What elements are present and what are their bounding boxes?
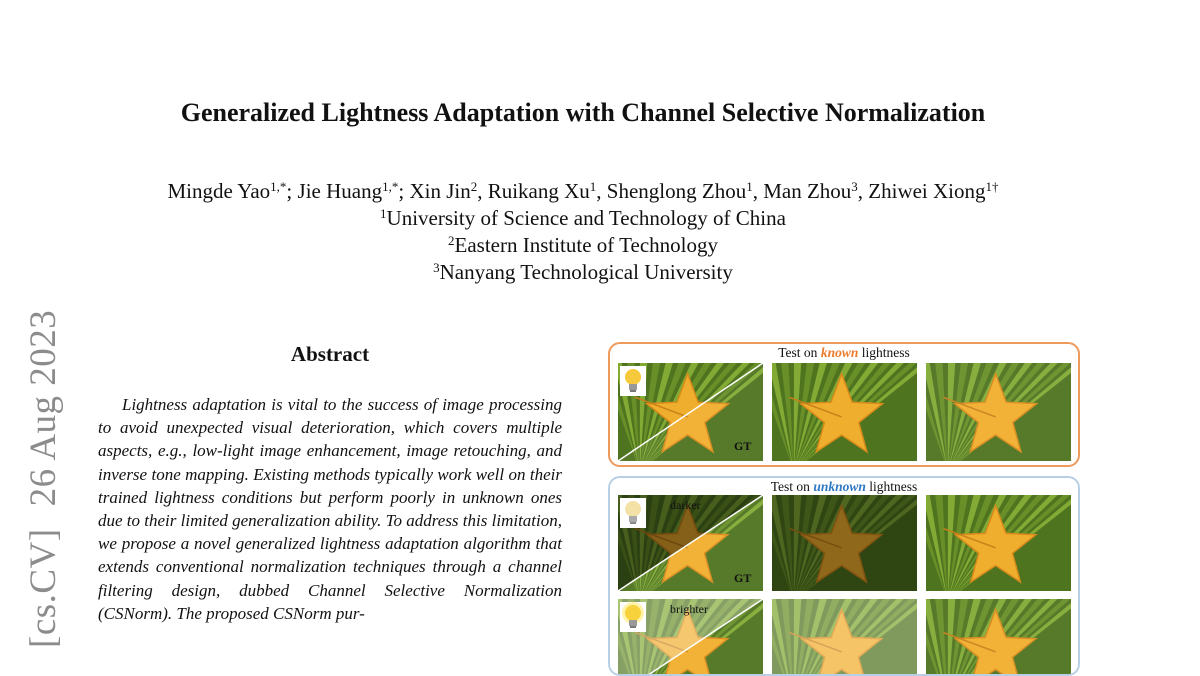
- author-affiliation-mark: 1: [589, 179, 597, 194]
- author-affiliation-mark: 2: [470, 179, 478, 194]
- abstract-text: Lightness adaptation is vital to the success of image processing to avoid unexpected visual deterioration, which covers multiple aspects, e.g., low-light image enhancement, image retouching, and inverse tone mapping. Existing methods typically work well on their trained lightness conditions but perform poorly in unknown ones due to their limited generalization ability. To address this limitation, we propose a novel generalized lightness adaptation algorithm that extends conventional normalization techniques through a channel filtering design, dubbed Channel Selective Normalization (CSNorm). The proposed CSNorm pur-: [98, 395, 562, 623]
- caption-keyword-unknown: unknown: [813, 479, 866, 494]
- author-name: Xin Jin: [409, 179, 471, 203]
- arxiv-stamp: [22, 310, 65, 648]
- author-block: [0, 178, 1166, 286]
- author-line: Mingde Yao$^{1,*}$; Jie Huang$^{1,*}$; Xin Jin$^2$, Ruikang Xu$^1$, Shenglong Zhou$^1$, Man Zhou$^3$, Zhiwei Xiong$^{1\dagger}$: [167, 179, 999, 203]
- photo-baseline-darker: [772, 495, 917, 591]
- affiliation: $^3$Nanyang Technological University: [433, 260, 733, 284]
- photo-baseline-known: [772, 363, 917, 461]
- arxiv-date: 26 Aug 2023: [23, 309, 64, 507]
- author-affiliation-mark: 1,*: [270, 179, 287, 194]
- abstract-heading: Abstract: [290, 342, 370, 366]
- lightbulb-icon: [620, 366, 646, 396]
- arxiv-category: [cs.CV]: [23, 528, 64, 648]
- lightbulb-bright-icon: [620, 602, 646, 632]
- author-name: Mingde Yao: [167, 179, 271, 203]
- author-affiliation-mark: 3: [851, 179, 858, 194]
- photo-ours-brighter: [926, 599, 1071, 676]
- gt-label-darker: GT: [734, 571, 752, 585]
- photo-ours-darker: [926, 495, 1071, 591]
- photo-baseline-brighter: [772, 599, 917, 676]
- gt-label-known: GT: [734, 439, 752, 453]
- affiliation: $^1$University of Science and Technology of China: [380, 206, 786, 230]
- figure-panel-known: [608, 342, 1080, 467]
- author-affiliation-mark: 1,*: [382, 179, 399, 194]
- darker-label: darker: [670, 498, 701, 512]
- caption-keyword-known: known: [820, 345, 859, 360]
- photo-ours-known: [926, 363, 1071, 461]
- author-name: Ruikang Xu: [487, 179, 590, 203]
- panel-caption-unknown: Test on unknown lightness: [770, 479, 918, 494]
- brighter-label: brighter: [670, 602, 708, 616]
- lightbulb-dim-icon: [620, 498, 646, 528]
- author-name: Zhiwei Xiong: [868, 179, 986, 203]
- affiliation-list: [0, 205, 1166, 286]
- abstract-body: [98, 393, 562, 625]
- author-name: Shenglong Zhou: [606, 179, 747, 203]
- author-affiliation-mark: 1: [746, 179, 753, 194]
- author-name: Jie Huang: [297, 179, 383, 203]
- figure-panel-unknown: [608, 476, 1080, 676]
- affiliation: $^2$Eastern Institute of Technology: [448, 233, 718, 257]
- panel-caption-known: Test on known lightness: [778, 345, 910, 360]
- paper-title: Generalized Lightness Adaptation with Channel Selective Normalization: [180, 98, 986, 127]
- author-name: Man Zhou: [763, 179, 852, 203]
- author-affiliation-mark: 1†: [985, 179, 999, 194]
